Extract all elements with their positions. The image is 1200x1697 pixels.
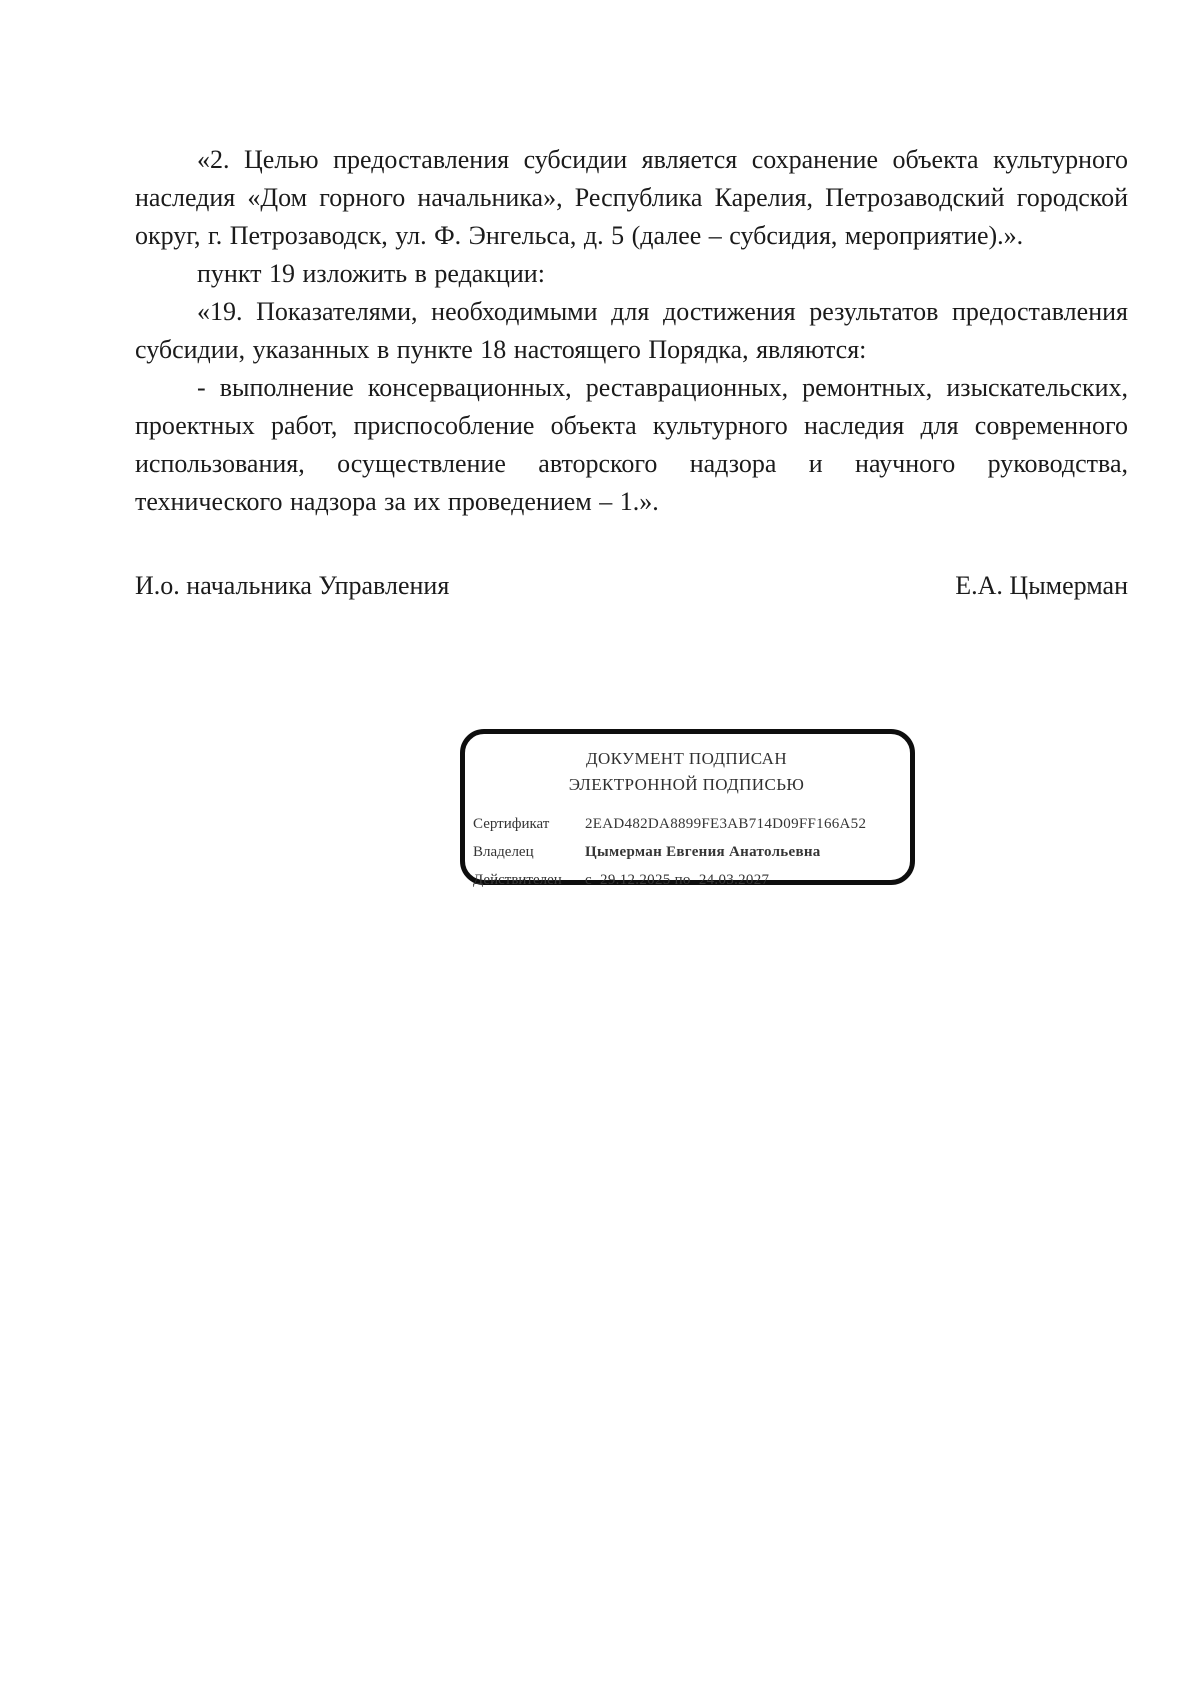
certificate-value: 2EAD482DA8899FE3AB714D09FF166A52 [585, 816, 867, 832]
digital-signature-stamp [460, 729, 915, 888]
signature-row [135, 567, 1128, 605]
signer-position-title: И.о. начальника Управления [135, 571, 450, 600]
stamp-title-line1: ДОКУМЕНТ ПОДПИСАН [585, 749, 788, 768]
document-content [135, 141, 1128, 888]
validity-label: Действителен [473, 872, 562, 888]
stamp-title [473, 746, 900, 798]
stamp-fields [473, 810, 900, 894]
stamp-row-certificate [473, 810, 900, 838]
signer-name: Е.А. Цымерман [955, 571, 1128, 600]
owner-value: Цымерман Евгения Анатольевна [585, 844, 821, 860]
validity-value: с 29.12.2025 по 24.03.2027 [585, 872, 770, 888]
stamp-row-validity [473, 866, 900, 894]
paragraph-point19-body: «19. Показателями, необходимыми для достижения результатов предоставления субсидии, указанных в пункте 18 настоящего Порядка, являются: [135, 297, 1128, 364]
owner-label: Владелец [473, 844, 534, 860]
stamp-row-owner [473, 838, 900, 866]
certificate-label: Сертификат [473, 816, 550, 832]
paragraph-subsidy-goal: «2. Целью предоставления субсидии является сохранение объекта культурного наследия «Дом горного начальника», Республика Карелия, Петрозаводский городской округ, г. Петрозаводск, ул. Ф. Энгельса, д. 5 (далее – субсидия, мероприятие).». [135, 145, 1128, 250]
paragraph-indicators-list: - выполнение консервационных, реставрационных, ремонтных, изыскательских, проектных работ, приспособление объекта культурного наследия для современного использования, осуществление авторского надзора и научного руководства, технического надзора за их проведением – 1.». [135, 373, 1128, 516]
stamp-title-line2: ЭЛЕКТРОННОЙ ПОДПИСЬЮ [568, 775, 805, 794]
paragraph-point19-intro: пункт 19 изложить в редакции: [197, 259, 545, 288]
